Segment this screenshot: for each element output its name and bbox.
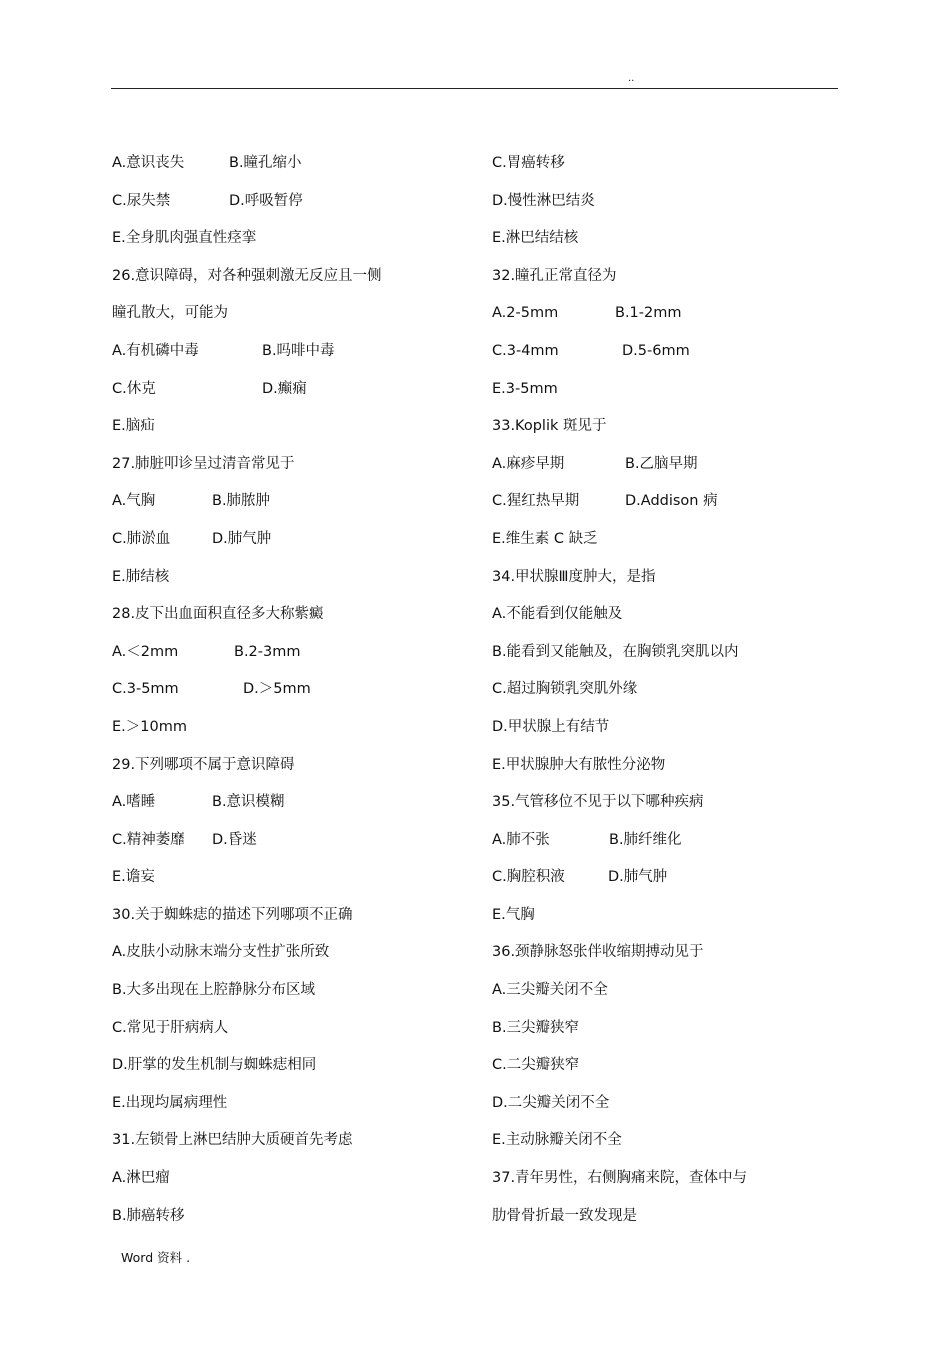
text-line <box>492 709 872 747</box>
line-text: C.猩红热早期 <box>492 493 580 510</box>
line-text: 33.Koplik 斑见于 <box>492 418 607 435</box>
line-text: E.主动脉瓣关闭不全 <box>492 1132 622 1149</box>
text-line <box>112 897 492 935</box>
header-mark: .. <box>628 73 635 84</box>
text-line <box>492 859 872 897</box>
text-line <box>492 371 872 409</box>
text-line <box>112 220 492 258</box>
line-text: A.皮肤小动脉末端分支性扩张所致 <box>112 944 330 961</box>
text-line <box>112 1010 492 1048</box>
text-line <box>492 183 872 221</box>
line-text: A.＜2mm <box>112 643 179 660</box>
line-text: E.脑疝 <box>112 418 155 435</box>
line-text: 30.关于蜘蛛痣的描述下列哪项不正确 <box>112 906 353 923</box>
line-text: E.谵妄 <box>112 869 155 886</box>
line-text: 29.下列哪项不属于意识障碍 <box>112 756 295 773</box>
text-line <box>112 822 492 860</box>
line-text: D.甲状腺上有结节 <box>492 718 610 735</box>
line-text: A.肺不张 <box>492 831 550 848</box>
option-text: B.肺纤维化 <box>609 831 682 848</box>
text-line <box>112 1085 492 1123</box>
text-line <box>492 1047 872 1085</box>
line-text: E.3-5mm <box>492 380 558 397</box>
text-line <box>112 371 492 409</box>
line-text: C.胸腔积液 <box>492 869 565 886</box>
line-text: B.三尖瓣狭窄 <box>492 1019 580 1036</box>
text-line <box>112 333 492 371</box>
option-text: B.瞳孔缩小 <box>229 155 302 171</box>
text-line <box>112 559 492 597</box>
line-text: D.肝掌的发生机制与蜘蛛痣相同 <box>112 1057 317 1074</box>
option-text: D.Addison 病 <box>625 493 718 510</box>
option-text: D.肺气肿 <box>212 530 272 547</box>
text-line <box>112 521 492 559</box>
line-text: A.2-5mm <box>492 305 559 322</box>
line-text: 35.气管移位不见于以下哪种疾病 <box>492 794 704 811</box>
line-text: C.休克 <box>112 380 156 397</box>
header-rule <box>111 88 838 89</box>
option-text: D.昏迷 <box>212 831 257 848</box>
text-line <box>112 671 492 709</box>
text-line <box>112 1122 492 1160</box>
line-text: B.能看到又能触及，在胸锁乳突肌以内 <box>492 643 739 660</box>
line-text: 31.左锁骨上淋巴结肿大质硬首先考虑 <box>112 1132 353 1149</box>
line-text: A.意识丧失 <box>112 155 185 171</box>
line-text: 28.皮下出血面积直径多大称紫癜 <box>112 606 324 623</box>
text-line <box>492 934 872 972</box>
text-line <box>492 258 872 296</box>
line-text: D.慢性淋巴结炎 <box>492 192 595 209</box>
line-text: A.淋巴瘤 <box>112 1170 170 1187</box>
text-line <box>492 634 872 672</box>
line-text: A.嗜睡 <box>112 794 156 811</box>
text-line <box>492 784 872 822</box>
line-text: 37.青年男性，右侧胸痛来院，查体中与 <box>492 1170 748 1187</box>
line-text: C.3-4mm <box>492 342 559 359</box>
line-text: C.常见于肝病病人 <box>112 1019 229 1036</box>
line-text: C.肺淤血 <box>112 530 171 547</box>
line-text: A.不能看到仅能触及 <box>492 606 623 623</box>
line-text: E.肺结核 <box>112 568 170 585</box>
line-text: 26.意识障碍，对各种强刺激无反应且一侧 <box>112 267 382 284</box>
line-text: 27.肺脏叩诊呈过清音常见于 <box>112 455 295 472</box>
line-text: 34.甲状腺Ⅲ度肿大，是指 <box>492 568 656 585</box>
line-text: A.麻疹早期 <box>492 455 565 472</box>
text-line <box>492 408 872 446</box>
line-text: C.胃癌转移 <box>492 155 565 171</box>
text-line <box>112 258 492 296</box>
text-line <box>112 934 492 972</box>
line-text: D.二尖瓣关闭不全 <box>492 1094 610 1111</box>
option-text: D.呼吸暂停 <box>229 192 303 209</box>
text-line <box>492 333 872 371</box>
text-line <box>492 1160 872 1198</box>
text-line <box>492 446 872 484</box>
line-text: C.尿失禁 <box>112 192 171 209</box>
left-column <box>112 145 492 1235</box>
line-text: A.三尖瓣关闭不全 <box>492 982 608 999</box>
text-line <box>492 295 872 333</box>
line-text: C.3-5mm <box>112 681 179 698</box>
line-text: E.淋巴结结核 <box>492 230 579 247</box>
page-footer: Word 资料 . <box>121 1250 191 1265</box>
line-text: E.＞10mm <box>112 718 187 735</box>
option-text: D.癫痫 <box>262 380 307 397</box>
text-line <box>112 446 492 484</box>
text-line <box>492 1198 872 1236</box>
text-line <box>492 596 872 634</box>
text-line <box>112 295 492 333</box>
text-line <box>112 709 492 747</box>
option-text: B.肺脓肿 <box>212 493 271 510</box>
line-text: B.大多出现在上腔静脉分布区域 <box>112 982 316 999</box>
text-line <box>112 408 492 446</box>
text-line <box>492 897 872 935</box>
option-text: B.吗啡中毒 <box>262 342 335 359</box>
text-line <box>492 145 872 183</box>
line-text: 瞳孔散大，可能为 <box>112 305 228 322</box>
text-line <box>492 671 872 709</box>
option-text: B.1-2mm <box>615 305 682 322</box>
line-text: A.有机磷中毒 <box>112 342 199 359</box>
option-text: B.乙脑早期 <box>625 455 698 472</box>
text-line <box>112 1198 492 1236</box>
option-text: B.2-3mm <box>234 643 301 660</box>
line-text: E.维生素 C 缺乏 <box>492 530 598 547</box>
text-line <box>112 483 492 521</box>
line-text: B.肺癌转移 <box>112 1207 185 1224</box>
text-line <box>112 1160 492 1198</box>
text-line <box>112 596 492 634</box>
right-column <box>492 145 872 1235</box>
line-text: C.精神萎靡 <box>112 831 185 848</box>
text-line <box>492 1010 872 1048</box>
option-text: D.肺气肿 <box>608 869 668 886</box>
line-text: 36.颈静脉怒张伴收缩期搏动见于 <box>492 944 704 961</box>
text-line <box>492 220 872 258</box>
text-line <box>492 972 872 1010</box>
line-text: 肋骨骨折最一致发现是 <box>492 1207 637 1224</box>
line-text: C.超过胸锁乳突肌外缘 <box>492 681 638 698</box>
text-line <box>492 1085 872 1123</box>
text-line <box>112 747 492 785</box>
line-text: E.甲状腺肿大有脓性分泌物 <box>492 756 666 773</box>
text-line <box>492 483 872 521</box>
text-line <box>492 1122 872 1160</box>
line-text: A.气胸 <box>112 493 156 510</box>
text-line <box>112 784 492 822</box>
text-line <box>112 183 492 221</box>
text-line <box>112 145 492 183</box>
text-line <box>492 559 872 597</box>
line-text: E.气胸 <box>492 906 535 923</box>
option-text: D.5-6mm <box>622 342 690 359</box>
text-line <box>112 1047 492 1085</box>
line-text: E.出现均属病理性 <box>112 1094 228 1111</box>
text-line <box>492 822 872 860</box>
option-text: B.意识模糊 <box>212 794 285 811</box>
line-text: E.全身肌肉强直性痉挛 <box>112 230 257 247</box>
text-line <box>492 747 872 785</box>
text-line <box>492 521 872 559</box>
text-line <box>112 972 492 1010</box>
text-line <box>112 859 492 897</box>
text-line <box>112 634 492 672</box>
line-text: 32.瞳孔正常直径为 <box>492 267 617 284</box>
option-text: D.＞5mm <box>243 681 311 698</box>
line-text: C.二尖瓣狭窄 <box>492 1057 580 1074</box>
